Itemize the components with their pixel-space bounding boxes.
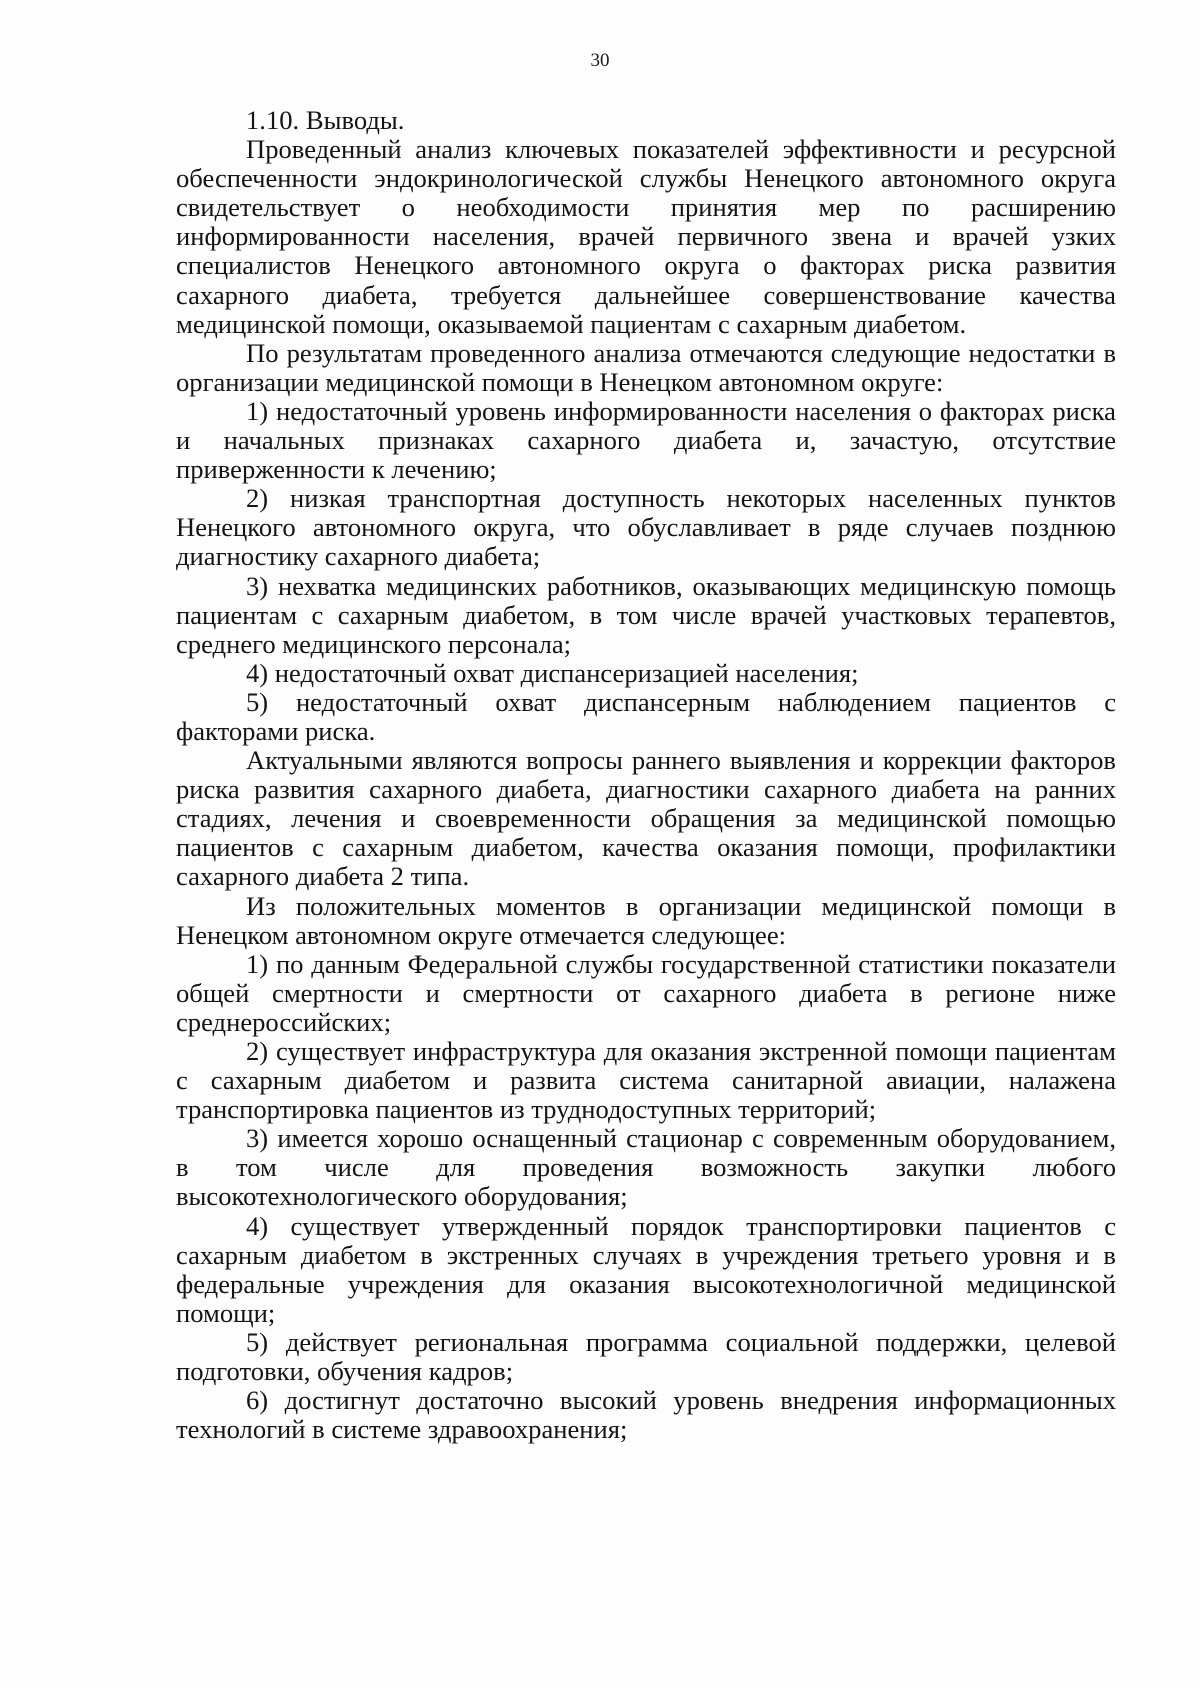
paragraph-shortcomings-intro: По результатам проведенного анализа отмечаются следующие недостатки в организации медицинской помощи в Ненецком автономном округе: [176, 337, 1116, 397]
list-item-shortcoming-1: 1) недостаточный уровень информированности населения о факторах риска и начальных признаках сахарного диабета и, зачастую, отсутствие приверженности к лечению; [176, 395, 1116, 485]
list-item-positive-2: 2) существует инфраструктура для оказания экстренной помощи пациентам с сахарным диабетом и развита система санитарной авиации, налажена транспортировка пациентов из труднодоступных территорий; [176, 1036, 1116, 1125]
section-heading: 1.10. Выводы. [246, 105, 405, 135]
list-item-positive-6: 6) достигнут достаточно высокий уровень внедрения информационных технологий в системе здравоохранения; [176, 1385, 1116, 1445]
list-item-positive-1: 1) по данным Федеральной службы государственной статистики показатели общей смертности и смертности от сахарного диабета в регионе ниже среднероссийских; [176, 948, 1116, 1037]
list-item-shortcoming-5: 5) недостаточный охват диспансерным наблюдением пациентов с факторами риска. [176, 686, 1116, 746]
list-item-shortcoming-2: 2) низкая транспортная доступность некоторых населенных пунктов Ненецкого автономного округа, что обуславливает в ряде случаев позднюю диагностику сахарного диабета; [176, 483, 1116, 572]
paragraph-relevant-issues: Актуальными являются вопросы раннего выявления и коррекции факторов риска развития сахарного диабета, диагностики сахарного диабета на ранних стадиях, лечения и своевременности обращения за медицинской помощью пациентов с сахарным диабетом, качества оказания помощи, профилактики сахарного диабета 2 типа. [176, 745, 1116, 892]
list-item-positive-5: 5) действует региональная программа социальной поддержки, целевой подготовки, обучения кадров; [176, 1326, 1116, 1387]
document-body [176, 106, 1116, 1444]
paragraph-positives-intro: Из положительных моментов в организации медицинской помощи в Ненецком автономном округе отмечается следующее: [176, 890, 1116, 950]
list-item-positive-4: 4) существует утвержденный порядок транспортировки пациентов с сахарным диабетом в экстренных случаях в учреждения третьего уровня и в федеральные учреждения для оказания высокотехнологичной медицинской помощи; [176, 1210, 1116, 1328]
list-item-positive-3: 3) имеется хорошо оснащенный стационар с современным оборудованием, в том числе для проведения возможность закупки любого высокотехнологического оборудования; [176, 1123, 1116, 1212]
paragraph-summary: Проведенный анализ ключевых показателей эффективности и ресурсной обеспеченности эндокринологической службы Ненецкого автономного округа свидетельствует о необходимости принятия мер по расширению информированности населения, врачей первичного звена и врачей узких специалистов Ненецкого автономного округа о факторах риска развития сахарного диабета, требуется дальнейшее совершенствование качества медицинской помощи, оказываемой пациентам с сахарным диабетом. [176, 134, 1116, 339]
list-item-shortcoming-4: 4) недостаточный охват диспансеризацией населения; [246, 657, 859, 688]
page-number: 30 [590, 50, 610, 71]
list-item-shortcoming-3: 3) нехватка медицинских работников, оказывающих медицинскую помощь пациентам с сахарным диабетом, в том числе врачей участковых терапевтов, среднего медицинского персонала; [176, 570, 1116, 659]
